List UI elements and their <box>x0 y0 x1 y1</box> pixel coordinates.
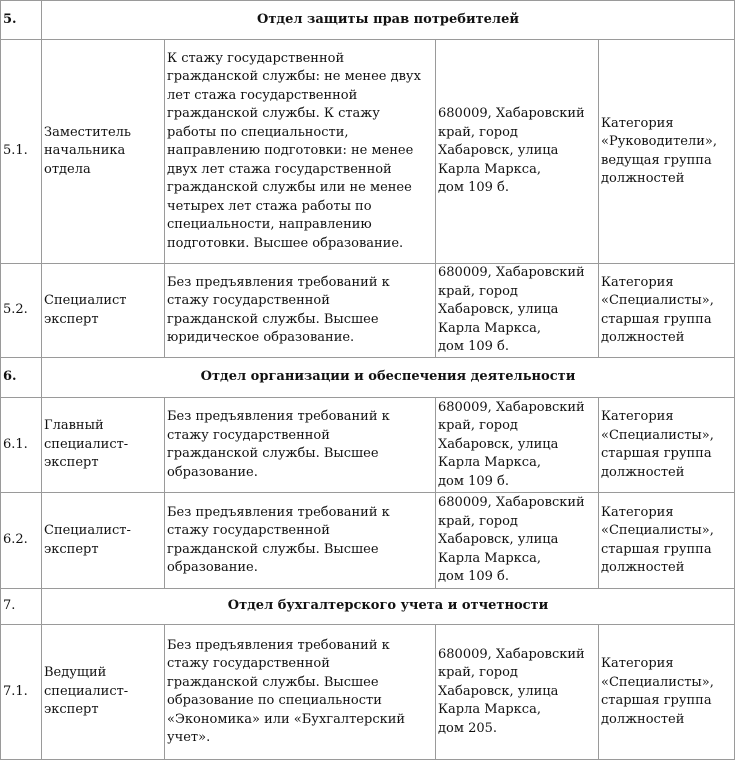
requirement-line: учет». <box>167 730 211 745</box>
address-line: Карла Маркса, <box>438 320 541 336</box>
position-category <box>599 40 735 264</box>
row-number: 7.1. <box>1 625 42 760</box>
address-line: край, город <box>438 124 518 140</box>
address-line: Карла Маркса, <box>438 702 541 718</box>
workplace-address <box>436 398 599 493</box>
section-header-row <box>1 358 735 398</box>
workplace-address <box>436 493 599 589</box>
address-line: край, город <box>438 418 518 434</box>
position-line: отдела <box>44 161 91 177</box>
requirement-line: юридическое образование. <box>167 330 355 345</box>
position-line: эксперт <box>44 702 99 718</box>
position-title <box>42 264 165 358</box>
address-line: 680009, Хабаровский <box>438 399 585 415</box>
category-line: должностей <box>601 171 685 186</box>
address-line: Хабаровск, улица <box>438 683 559 699</box>
address-line: Хабаровск, улица <box>438 302 559 318</box>
address-line: Карла Маркса, <box>438 455 541 471</box>
requirement-line: лет стажа государственной <box>167 87 358 103</box>
requirement-line: гражданской службы или не менее <box>167 180 412 196</box>
requirement-line: гражданской службы: не менее двух <box>167 69 421 85</box>
address-line: дом 205. <box>438 720 498 736</box>
position-category <box>599 625 735 760</box>
address-line: 680009, Хабаровский <box>438 646 585 662</box>
category-line: Категория <box>601 504 674 520</box>
section-number: 5. <box>1 1 42 40</box>
qualification-requirements <box>165 264 436 358</box>
table-row <box>1 493 735 589</box>
position-line: Специалист <box>44 293 127 308</box>
qualification-requirements <box>165 398 436 493</box>
category-line: «Специалисты», <box>601 523 714 538</box>
category-line: Категория <box>601 656 674 671</box>
section-header-row <box>1 1 735 40</box>
category-line: старшая группа <box>601 446 712 461</box>
category-line: старшая группа <box>601 311 712 327</box>
category-line: ведущая группа <box>601 152 712 168</box>
position-line: эксперт <box>44 311 99 327</box>
requirement-line: стажу государственной <box>167 427 330 443</box>
position-category <box>599 493 735 589</box>
requirement-line: направлению подготовки: не менее <box>167 143 414 159</box>
requirement-line: образование. <box>167 464 258 480</box>
section-title: Отдел организации и обеспечения деятельности <box>42 358 735 398</box>
position-category <box>599 398 735 493</box>
requirement-line: Без предъявления требований к <box>167 274 390 290</box>
requirement-line: гражданской службы. Высшее <box>167 446 379 461</box>
section-number: 7. <box>1 589 42 625</box>
address-line: дом 109 б. <box>438 339 509 355</box>
requirement-line: подготовки. Высшее образование. <box>167 235 404 251</box>
address-line: 680009, Хабаровский <box>438 495 585 511</box>
position-line: эксперт <box>44 455 99 471</box>
address-line: дом 109 б. <box>438 180 509 196</box>
position-title <box>42 398 165 493</box>
address-line: 680009, Хабаровский <box>438 106 585 122</box>
table-row <box>1 40 735 264</box>
address-line: Хабаровск, улица <box>438 436 559 452</box>
category-line: «Специалисты», <box>601 427 714 443</box>
requirement-line: гражданской службы. Высшее <box>167 541 379 557</box>
table-row <box>1 625 735 760</box>
table-body <box>1 1 735 760</box>
address-line: дом 109 б. <box>438 569 509 585</box>
category-line: должностей <box>601 464 685 480</box>
requirement-line: «Экономика» или «Бухгалтерский <box>167 711 406 727</box>
workplace-address <box>436 264 599 358</box>
position-line: Главный <box>44 418 104 434</box>
requirement-line: стажу государственной <box>167 523 330 538</box>
category-line: «Специалисты», <box>601 674 714 690</box>
qualification-requirements <box>165 493 436 589</box>
address-line: Карла Маркса, <box>438 161 541 177</box>
row-number: 5.1. <box>1 40 42 264</box>
position-line: Ведущий <box>44 665 107 681</box>
position-line: специалист- <box>44 436 129 452</box>
address-line: Карла Маркса, <box>438 550 541 566</box>
qualification-requirements <box>165 40 436 264</box>
requirement-line: образование по специальности <box>167 693 382 708</box>
position-line: специалист- <box>44 683 129 699</box>
position-title <box>42 625 165 760</box>
category-line: «Руководители», <box>601 134 718 149</box>
requirement-line: работы по специальности, <box>167 124 349 140</box>
requirement-line: стажу государственной <box>167 656 330 671</box>
category-line: старшая группа <box>601 541 712 557</box>
position-line: эксперт <box>44 541 99 557</box>
address-line: Хабаровск, улица <box>438 532 559 548</box>
category-line: старшая группа <box>601 693 712 708</box>
section-title: Отдел бухгалтерского учета и отчетности <box>42 589 735 625</box>
address-line: край, город <box>438 283 518 299</box>
requirement-line: двух лет стажа государственной <box>167 161 392 177</box>
requirement-line: Без предъявления требований к <box>167 504 390 520</box>
table-row <box>1 398 735 493</box>
requirement-line: Без предъявления требований к <box>167 637 390 653</box>
position-line: Заместитель <box>44 124 132 140</box>
qualification-requirements <box>165 625 436 760</box>
category-line: «Специалисты», <box>601 293 714 308</box>
workplace-address <box>436 625 599 760</box>
requirement-line: гражданской службы. К стажу <box>167 106 380 122</box>
category-line: должностей <box>601 711 685 727</box>
section-title: Отдел защиты прав потребителей <box>42 1 735 40</box>
requirement-line: К стажу государственной <box>167 50 345 66</box>
row-number: 6.1. <box>1 398 42 493</box>
address-line: край, город <box>438 513 518 529</box>
requirement-line: специальности, направлению <box>167 217 372 233</box>
category-line: должностей <box>601 330 685 345</box>
section-header-row <box>1 589 735 625</box>
position-title <box>42 493 165 589</box>
address-line: 680009, Хабаровский <box>438 265 585 281</box>
section-number: 6. <box>1 358 42 398</box>
table-row <box>1 264 735 358</box>
requirement-line: стажу государственной <box>167 293 330 308</box>
address-line: Хабаровск, улица <box>438 143 559 159</box>
position-title <box>42 40 165 264</box>
requirement-line: гражданской службы. Высшее <box>167 674 379 690</box>
position-line: Специалист- <box>44 523 131 538</box>
position-category <box>599 264 735 358</box>
row-number: 5.2. <box>1 264 42 358</box>
row-number: 6.2. <box>1 493 42 589</box>
category-line: Категория <box>601 115 674 131</box>
category-line: Категория <box>601 409 674 424</box>
requirement-line: Без предъявления требований к <box>167 409 390 424</box>
category-line: должностей <box>601 560 685 575</box>
requirement-line: гражданской службы. Высшее <box>167 311 379 327</box>
category-line: Категория <box>601 274 674 290</box>
requirement-line: образование. <box>167 560 258 575</box>
address-line: край, город <box>438 665 518 681</box>
workplace-address <box>436 40 599 264</box>
position-line: начальника <box>44 143 126 159</box>
requirement-line: четырех лет стажа работы по <box>167 198 372 214</box>
address-line: дом 109 б. <box>438 473 509 489</box>
